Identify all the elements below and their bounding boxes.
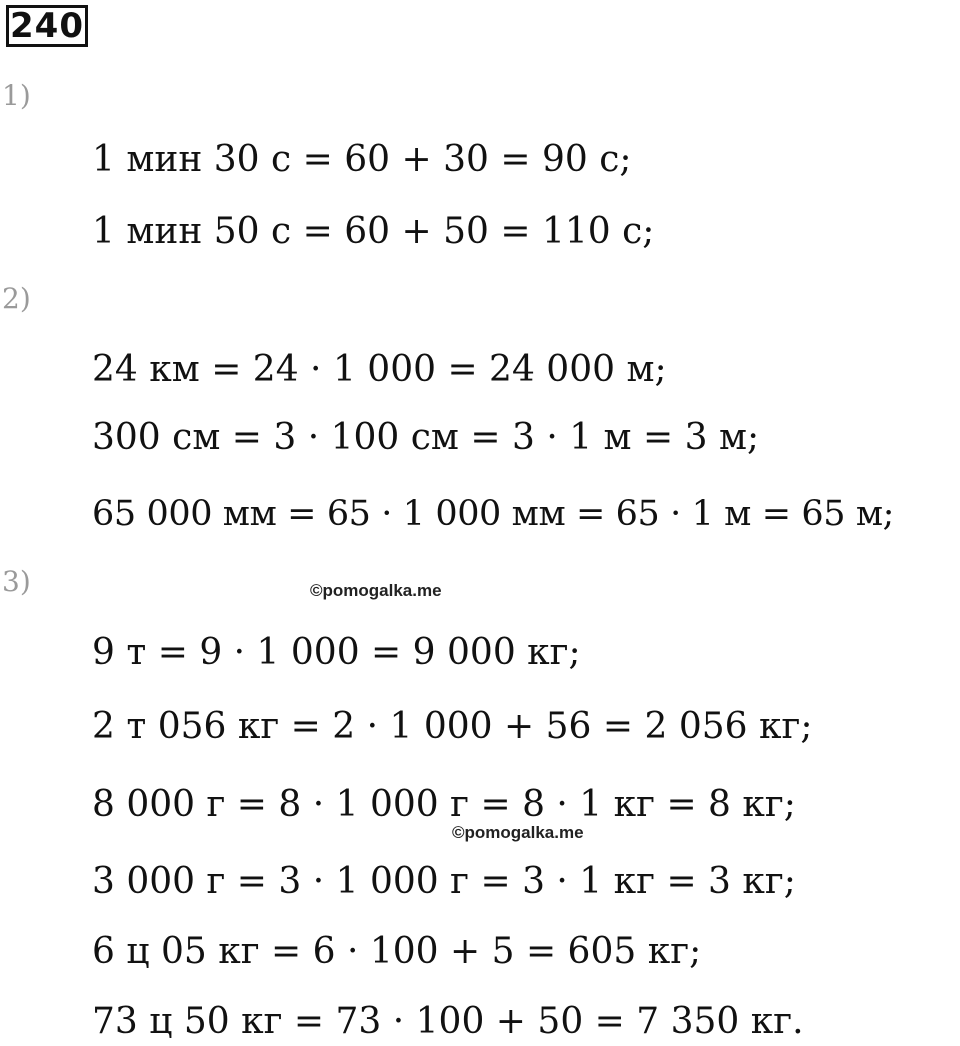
- equation-3-4: 3 000 г = 3 · 1 000 г = 3 · 1 кг = 3 кг;: [92, 861, 796, 902]
- equation-1-1: 1 мин 30 с = 60 + 30 = 90 с;: [92, 139, 632, 180]
- equation-3-5: 6 ц 05 кг = 6 · 100 + 5 = 605 кг;: [92, 931, 702, 972]
- problem-number: 240: [6, 5, 88, 47]
- equation-3-1: 9 т = 9 · 1 000 = 9 000 кг;: [92, 632, 581, 673]
- equation-2-2: 300 см = 3 · 100 см = 3 · 1 м = 3 м;: [92, 417, 760, 458]
- part-label-3: 3): [2, 565, 31, 598]
- equation-3-2: 2 т 056 кг = 2 · 1 000 + 56 = 2 056 кг;: [92, 706, 813, 747]
- equation-2-3: 65 000 мм = 65 · 1 000 мм = 65 · 1 м = 65 м;: [92, 494, 895, 534]
- part-label-1: 1): [2, 79, 31, 112]
- equation-3-3: 8 000 г = 8 · 1 000 г = 8 · 1 кг = 8 кг;: [92, 784, 796, 825]
- equation-2-1: 24 км = 24 · 1 000 = 24 000 м;: [92, 349, 667, 390]
- equation-1-2: 1 мин 50 с = 60 + 50 = 110 с;: [92, 211, 655, 252]
- equation-3-6: 73 ц 50 кг = 73 · 100 + 50 = 7 350 кг.: [92, 1001, 804, 1042]
- watermark: ©pomogalka.me: [452, 823, 584, 842]
- part-label-2: 2): [2, 282, 31, 315]
- watermark: ©pomogalka.me: [310, 581, 442, 600]
